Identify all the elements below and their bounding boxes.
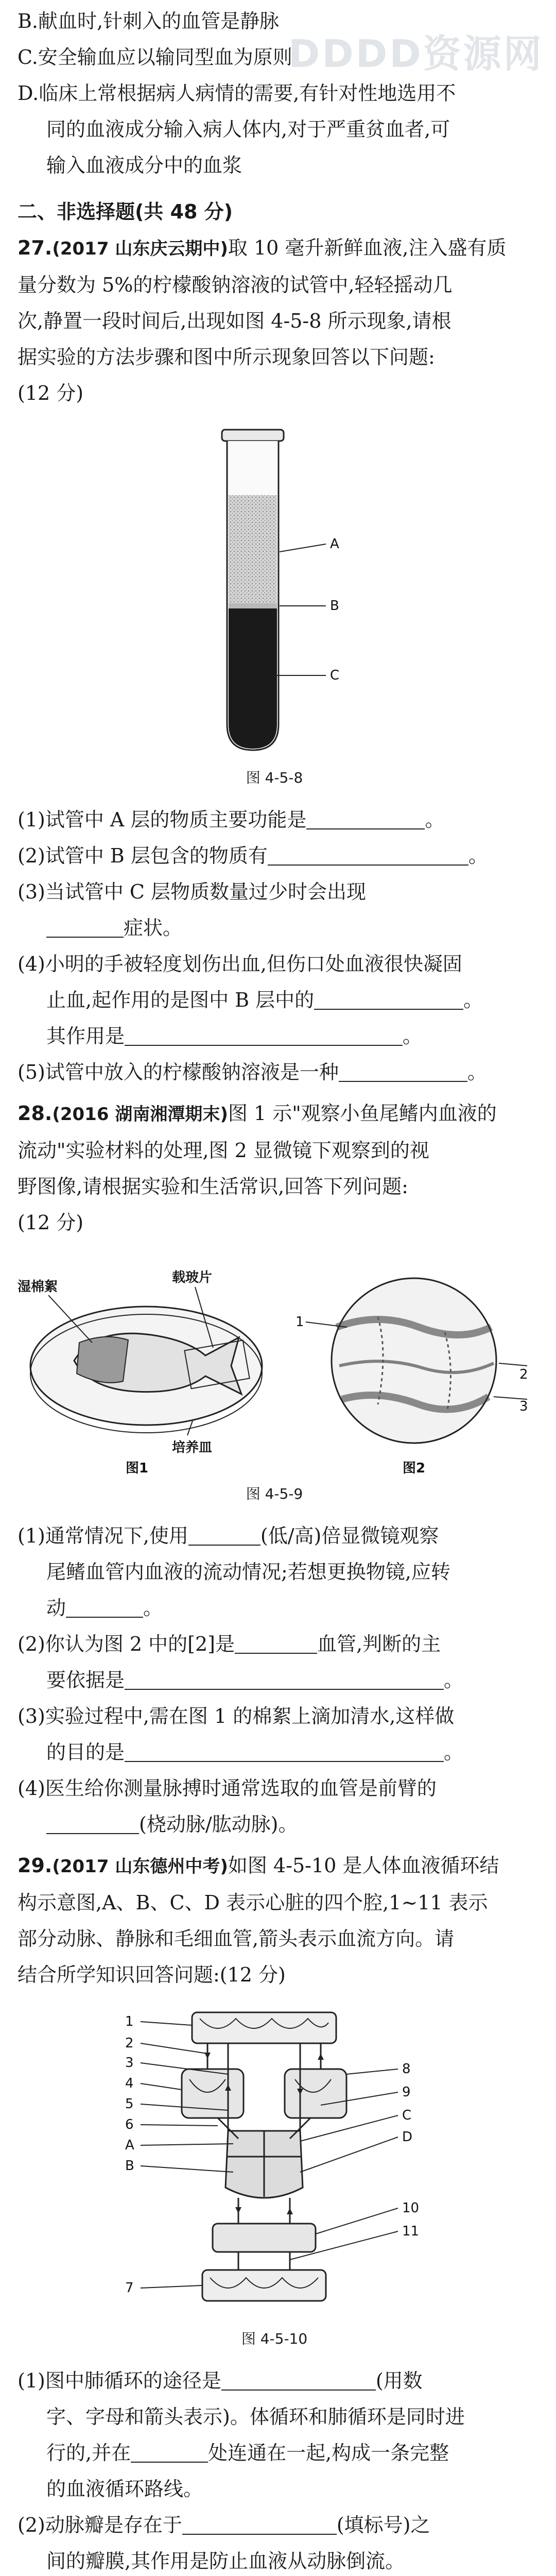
label-2: 2 [125,2036,134,2051]
q27-sub3 [18,874,531,910]
q28-sub2-end: 。 [444,1669,464,1691]
q27-stem-line2: 量分数为 5%的柠檬酸钠溶液的试管中,轻轻摇动几 [18,274,453,296]
q27-sub4-end: 。 [403,1025,423,1047]
q28-sub4-end: (桡动脉/肱动脉)。 [139,1813,298,1836]
q28-stem-text1: 图 1 示"观察小鱼尾鳍内血液的 [228,1102,497,1125]
q27-stem-line4: 据实验的方法步骤和图中所示现象回答以下问题: [18,346,435,368]
figure-4-5-10 [110,2002,439,2321]
q28-sub1-text2: (低/高)倍显微镜观察 [260,1524,439,1547]
q28-sub3: (3)实验过程中,需在图 1 的棉絮上滴加清水,这样做 [18,1705,455,1727]
q29-number: 29. [18,1854,53,1877]
label-1: 1 [296,1314,304,1330]
label-8: 8 [402,2061,411,2077]
q27-source: (2017 山东庆云期中) [52,239,228,259]
q27-number: 27. [18,236,53,259]
q28-sub4: (4)医生给你测量脉搏时通常选取的血管是前臂的 [18,1777,437,1800]
answer-blank[interactable] [339,1058,467,1082]
answer-blank[interactable] [314,986,463,1010]
q29-sub1-text: (1)图中肺循环的途径是 [18,2369,221,2392]
q28-sub1 [18,1518,531,1554]
watermark: DDDD资源网 [288,32,544,76]
layer-a-plasma [229,495,277,603]
q29-stem-line4: 结合所学知识回答问题:(12 分) [18,1963,286,1986]
microscope-field [332,1278,496,1443]
q29-stem-text1: 如图 4-5-10 是人体血液循环结 [228,1854,499,1877]
answer-blank[interactable] [306,806,425,829]
label-a: A [125,2138,134,2153]
answer-blank[interactable] [125,1666,444,1690]
q28-sub1-cont: 尾鳍血管内血液的流动情况;若想更换物镜,应转 [46,1561,450,1583]
answer-blank[interactable] [46,914,124,938]
label-1: 1 [125,2014,134,2029]
q27-sub3-text: (3)当试管中 C 层物质数量过少时会出现 [18,880,367,903]
q27-stem-line3: 次,静置一段时间后,出现如图 4-5-8 所示现象,请根 [18,310,451,332]
lung-left [182,2069,244,2118]
answer-blank[interactable] [125,1022,403,1046]
figure2-title: 图2 [403,1461,426,1476]
q28-stem-line3: 野图像,请根据实验和生活常识,回答下列问题: [18,1175,408,1198]
q27-sub2-text: (2)试管中 B 层包含的物质有 [18,844,268,867]
q29-stem-line3: 部分动脉、静脉和毛细血管,箭头表示血流方向。请 [18,1927,455,1950]
section-title: 二、非选择题(共 48 分) [18,200,233,223]
answer-blank[interactable] [46,1810,139,1834]
answer-blank[interactable] [131,2439,208,2463]
q28-sub4-cont [18,1806,531,1842]
tube-rim [222,430,284,441]
q27-sub5-text: (5)试管中放入的柠檬酸钠溶液是一种 [18,1061,339,1083]
q27-stem-line1 [18,230,531,267]
figure-4-5-9 [18,1250,531,1477]
q29-sub1-cont3: 的血液循环路线。 [46,2478,203,2500]
answer-blank[interactable] [188,1522,260,1546]
q29-source: (2017 山东德州中考) [52,1856,228,1877]
label-c: C [330,668,340,683]
label-10: 10 [402,2200,420,2216]
option-d-line2: 同的血液成分输入病人体内,对于严重贫血者,可 [46,118,450,141]
label-b: B [330,598,339,614]
label-d: D [402,2129,413,2145]
wet-cotton [77,1337,128,1383]
q28-sub1-end: 。 [143,1597,163,1619]
caption-4-5-8: 图 4-5-8 [246,769,303,786]
q27-stem-text1: 取 10 毫升新鲜血液,注入盛有质 [228,236,507,259]
label-slide: 载玻片 [172,1270,213,1285]
q28-stem-line2: 流动"实验材料的处理,图 2 显微镜下观察到的视 [18,1139,429,1162]
q27-sub3-end: 症状。 [124,917,183,939]
q27-sub4-cont2 [18,1018,531,1054]
q29-sub1-text2: (用数 [375,2369,423,2392]
q28-sub2-text: (2)你认为图 2 中的[2]是 [18,1633,235,1655]
q28-sub2 [18,1626,531,1662]
q27-sub5-end: 。 [467,1061,487,1083]
figure1-title: 图1 [126,1461,149,1476]
q27-sub4-text2: 其作用是 [46,1025,125,1047]
fish-tail-diagram [18,1250,531,1477]
q29-sub1-cont: 字、字母和箭头表示)。体循环和肺循环是同时进 [46,2405,465,2428]
figure-4-5-8 [161,420,388,760]
q29-sub1-cont2 [18,2435,531,2471]
circulation-diagram [110,2002,439,2321]
q28-sub2-cont [18,1662,531,1698]
label-b: B [125,2158,134,2174]
q29-sub1-text3: 行的,并在 [46,2442,131,2464]
q29-sub1-text4: 处连通在一起,构成一条完整 [208,2442,449,2464]
label-a: A [330,536,339,552]
q29-sub2-text: (2)动脉瓣是存在于 [18,2514,182,2536]
answer-blank[interactable] [125,1738,444,1762]
label-c: C [402,2108,412,2123]
lung-right [285,2069,346,2118]
lower-capillaries [202,2270,326,2301]
q28-number: 28. [18,1102,53,1125]
q28-sub3-cont [18,1734,531,1770]
q28-sub1-text: (1)通常情况下,使用 [18,1524,188,1547]
q27-sub1-text: (1)试管中 A 层的物质主要功能是 [18,808,307,831]
option-d-line3: 输入血液成分中的血浆 [46,154,242,177]
q27-sub3-cont [18,910,531,946]
answer-blank[interactable] [221,2367,376,2391]
q29-sub2-cont: 间的瓣膜,其作用是防止血液从动脉倒流。 [46,2550,405,2572]
q27-sub4: (4)小明的手被轻度划伤出血,但伤口处血液很快凝固 [18,953,462,975]
q29-stem-line2: 构示意图,A、B、C、D 表示心脏的四个腔,1~11 表示 [18,1891,488,1914]
option-b: B.献血时,针刺入的血管是静脉 [18,10,280,32]
test-tube-diagram [161,420,388,760]
label-5: 5 [125,2096,134,2112]
q27-sub5 [18,1054,531,1090]
answer-blank[interactable] [66,1594,143,1618]
label-9: 9 [402,2084,411,2100]
label-6: 6 [125,2117,134,2132]
q28-sub1-cont2 [18,1590,531,1626]
q29-sub2 [18,2507,531,2543]
q27-sub2-end: 。 [468,844,488,867]
label-wet-cotton: 湿棉絮 [18,1279,58,1295]
q28-sub1-text3: 动 [46,1597,66,1619]
answer-blank[interactable] [182,2511,337,2535]
q28-source: (2016 湖南湘潭期末) [52,1104,228,1125]
q28-stem-line1 [18,1095,531,1132]
answer-blank[interactable] [235,1630,317,1654]
q27-sub1 [18,802,531,838]
q27-sub4-cont [18,982,531,1018]
option-c: C.安全输血应以输同型血为原则 [18,46,292,69]
digestive-capillaries [213,2224,316,2252]
q28-sub3-text: 的目的是 [46,1741,125,1764]
label-4: 4 [125,2076,134,2091]
label-2: 2 [519,1367,528,1382]
q28-sub2-text3: 要依据是 [46,1669,125,1691]
q29-sub1 [18,2363,531,2399]
answer-blank[interactable] [268,842,468,866]
q29-sub2-text2: (填标号)之 [336,2514,430,2536]
layer-c-red-cells [229,608,277,749]
caption-4-5-9: 图 4-5-9 [246,1485,303,1502]
q27-sub2 [18,838,531,874]
label-dish: 培养皿 [172,1440,213,1455]
caption-4-5-10: 图 4-5-10 [241,2330,308,2347]
q28-sub3-end: 。 [444,1741,464,1764]
q28-stem-line4: (12 分) [18,1211,84,1234]
q29-stem-line1 [18,1848,531,1885]
label-11: 11 [402,2224,420,2239]
layer-b-buffy [229,603,277,608]
q27-stem-line5: (12 分) [18,382,84,404]
label-3: 3 [125,2055,134,2071]
label-3: 3 [519,1399,528,1414]
q27-sub4-text: 止血,起作用的是图中 B 层中的 [46,989,315,1011]
q27-sub1-end: 。 [425,808,445,831]
q28-sub2-text2: 血管,判断的主 [317,1633,441,1655]
label-7: 7 [125,2280,134,2296]
q27-sub4-mid: 。 [463,989,483,1011]
option-d-line1: D.临床上常根据病人病情的需要,有针对性地选用不 [18,82,456,105]
